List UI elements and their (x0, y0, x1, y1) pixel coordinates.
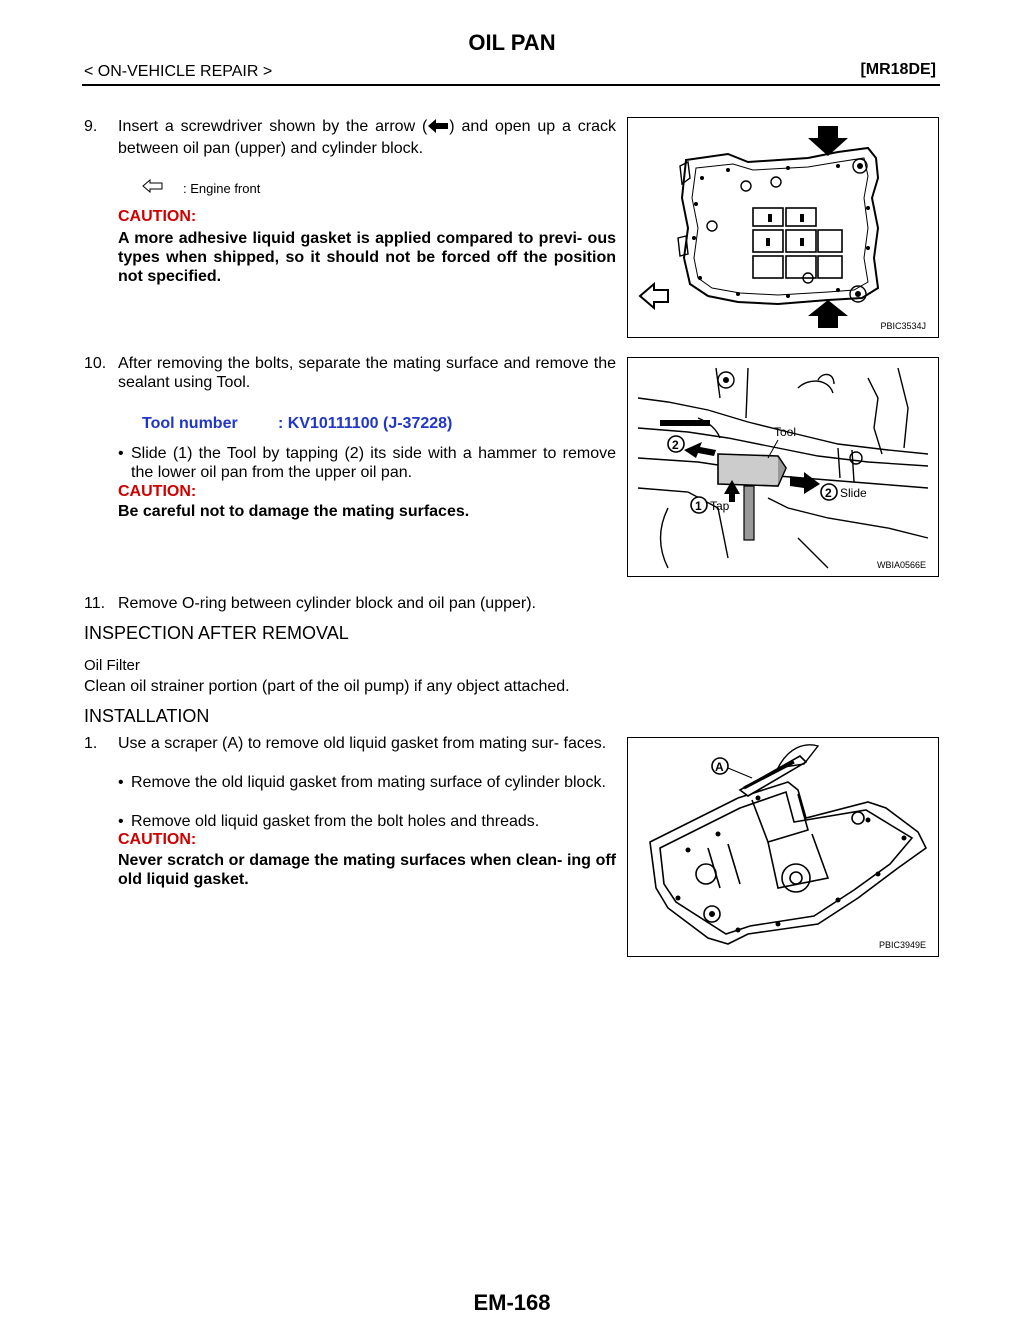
figure-code: WBIA0566E (876, 560, 926, 570)
bullet-dot: • (118, 774, 124, 791)
section-breadcrumb: < ON-VEHICLE REPAIR > (84, 63, 273, 80)
inspection-text: Clean oil strainer portion (part of the oil pump) if any object attached. (84, 678, 570, 695)
label-num-2b: 2 (825, 486, 832, 500)
label-a: A (715, 760, 724, 774)
label-slide: Slide (840, 486, 867, 500)
bullet-text: Remove old liquid gasket from the bolt holes and threads. (131, 813, 540, 830)
inspection-subheading: Oil Filter (84, 657, 140, 674)
page-title: OIL PAN (468, 30, 556, 55)
tool-number-label: Tool number (142, 415, 238, 432)
figure-code: PBIC3949E (878, 940, 926, 950)
caution-label: CAUTION: (118, 208, 197, 225)
engine-front-icon (142, 179, 164, 198)
step-9-text (118, 117, 616, 158)
label-num-2a: 2 (672, 438, 679, 452)
caution-text: Never scratch or damage the mating surfaces when clean- ing off old liquid gasket. (118, 852, 616, 888)
oil-pan-upper-illustration (628, 118, 938, 337)
step-number: 10. (84, 355, 107, 372)
bullet-dot: • (118, 813, 124, 830)
step-9-text-after: ) and open up a crack between oil pan (upper) and cylinder block. (118, 118, 616, 157)
installation-heading: INSTALLATION (84, 706, 210, 726)
step-number: 9. (84, 118, 98, 135)
tool-number-value: : KV10111100 (J-37228) (278, 415, 453, 432)
step-number: 11. (84, 595, 106, 612)
figure-oil-pan-upper (627, 117, 939, 338)
caution-label: CAUTION: (118, 483, 197, 500)
caution-label: CAUTION: (118, 831, 197, 848)
step-9-text-before: Insert a screwdriver shown by the arrow ( (118, 118, 428, 135)
bullet-item (118, 773, 616, 792)
bullet-item (118, 444, 616, 482)
bullet-text: Remove the old liquid gasket from mating surface of cylinder block. (131, 774, 606, 791)
label-tool: Tool (774, 425, 797, 439)
inspection-heading: INSPECTION AFTER REMOVAL (84, 623, 349, 643)
label-tap: Tap (710, 499, 730, 513)
engine-front-legend: : Engine front (183, 181, 261, 196)
caution-text: A more adhesive liquid gasket is applied compared to previ- ous types when shipped, so it should not be forced off the position not specified. (118, 230, 616, 285)
figure-scraper (627, 737, 939, 957)
caution-text: Be careful not to damage the mating surfaces. (118, 503, 470, 520)
figure-tool-slide (627, 357, 939, 577)
tool-slide-illustration (628, 358, 938, 576)
step-10-text: After removing the bolts, separate the mating surface and remove the sealant using Tool. (118, 355, 616, 391)
scraper-illustration (628, 738, 938, 956)
installation-step-1-text: Use a scraper (A) to remove old liquid gasket from mating sur- faces. (118, 735, 607, 752)
engine-code: [MR18DE] (860, 61, 936, 78)
arrow-left-icon (427, 118, 449, 139)
bullet-dot: • (118, 445, 124, 462)
bullet-item (118, 812, 616, 831)
header-divider (82, 84, 940, 86)
figure-code: PBIC3534J (880, 321, 926, 331)
bullet-text: Slide (1) the Tool by tapping (2) its side with a hammer to remove the lower oil pan from the upper oil pan. (131, 445, 616, 481)
step-number: 1. (84, 735, 98, 752)
label-num-1: 1 (695, 499, 702, 513)
step-11-text: Remove O-ring between cylinder block and oil pan (upper). (118, 595, 536, 612)
page-number: EM-168 (473, 1290, 551, 1315)
